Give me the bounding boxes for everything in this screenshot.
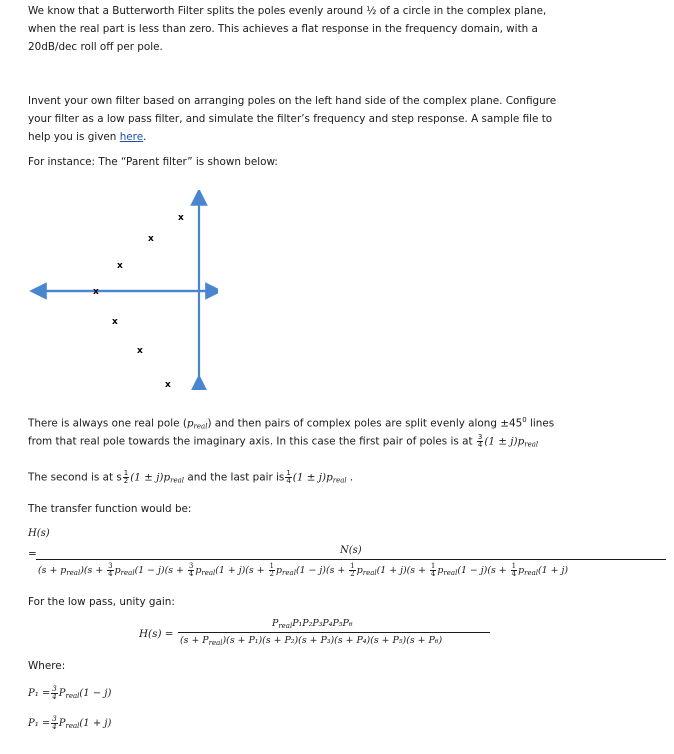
task-line-1: Invent your own filter based on arranging poles on the left hand side of the complex plane. Configure <box>28 95 557 107</box>
intro-line-2: when the real part is less than zero. This achieves a flat response in the frequency domain, with a <box>28 23 538 35</box>
lowpass-label: For the low pass, unity gain: <box>28 596 175 608</box>
equals-sign: = <box>28 548 37 560</box>
pole-marker-5: x <box>137 346 143 356</box>
pole-zero-plot <box>28 190 218 390</box>
lowpass-denominator: $(s + P_{real})(s + P_1)(s + P_2)(s + P_3)(s + P_4)(s + P_5)(s + P_6)$ <box>180 635 443 647</box>
task-line-2: your filter as a low pass filter, and simulate the filter’s frequency and step response. A sample file to <box>28 113 553 125</box>
pole-marker-real: x <box>93 287 99 297</box>
intro-line-1: We know that a Butterworth Filter splits the poles evenly around ½ of a circle in the complex plane, <box>28 5 547 17</box>
task-paragraph <box>28 92 628 146</box>
task-line-3-prefix: help you is given <box>28 131 120 143</box>
pole-marker-4: x <box>112 317 118 327</box>
intro-paragraph <box>28 2 628 56</box>
desc-line-3: The second is at s $\frac{1}{2}$ $(1 \pm j)p_{real}$ and the last pair is $\frac{1}{4}$ $(1 \pm j)p_{real}$ . <box>28 469 354 485</box>
hs-equals: H(s) = <box>139 628 174 640</box>
desc-line-2: from that real pole towards the imaginary axis. In this case the first pair of poles is at $\frac{3}{4}$ $(1 \pm j)p_{real}$ <box>28 433 539 449</box>
pole-marker-2: x <box>148 234 154 244</box>
numerator-ns: N(s) <box>340 545 362 556</box>
desc-line-1: There is always one real pole $(p_{real})$ and then pairs of complex poles are split evenly along $\pm 45^0$ lines <box>28 416 555 431</box>
lowpass-fraction-bar <box>178 632 490 633</box>
hs-symbol: H(s) <box>28 528 50 539</box>
where-item-1: P₁ = $\frac{3}{4}$ $P_{real}(1 - j)$ <box>28 685 112 701</box>
lowpass-numerator: $P_{real}P_1P_2P_3P_4P_5P_6$ <box>272 618 353 630</box>
task-line-3-suffix: . <box>143 131 147 143</box>
fraction-bar <box>36 559 666 560</box>
pole-marker-1: x <box>178 213 184 223</box>
instance-text: For instance: The “Parent filter” is shown below: <box>28 156 278 168</box>
task-line-3 <box>28 128 628 146</box>
where-item-2: P₁ = $\frac{3}{4}$ $P_{real}(1 + j)$ <box>28 715 112 731</box>
pole-marker-3: x <box>117 261 123 271</box>
sample-file-link[interactable]: here <box>119 131 144 143</box>
pole-marker-6: x <box>165 380 171 390</box>
where-label: Where: <box>28 660 66 672</box>
transfer-function-label: The transfer function would be: <box>28 503 192 515</box>
intro-line-3: 20dB/dec roll off per pole. <box>28 41 163 53</box>
big-denominator: $(s + p_{real})(s$ + $\frac{3}{4}$ $p_{real}(1 - j)(s$ + $\frac{3}{4}$ $p_{real}(1 + j)(s$ + $\frac{1}{2}$ $p_{real}(1 - j)(s$ + $\frac{1}{2}$ $p_{real}(1 + j)(s$ + $\frac{1}{4}$ $p_{real}(1 - j)(s$ + $\frac{1}{4}$ $p_{real}(1 + j)$ <box>38 562 569 578</box>
